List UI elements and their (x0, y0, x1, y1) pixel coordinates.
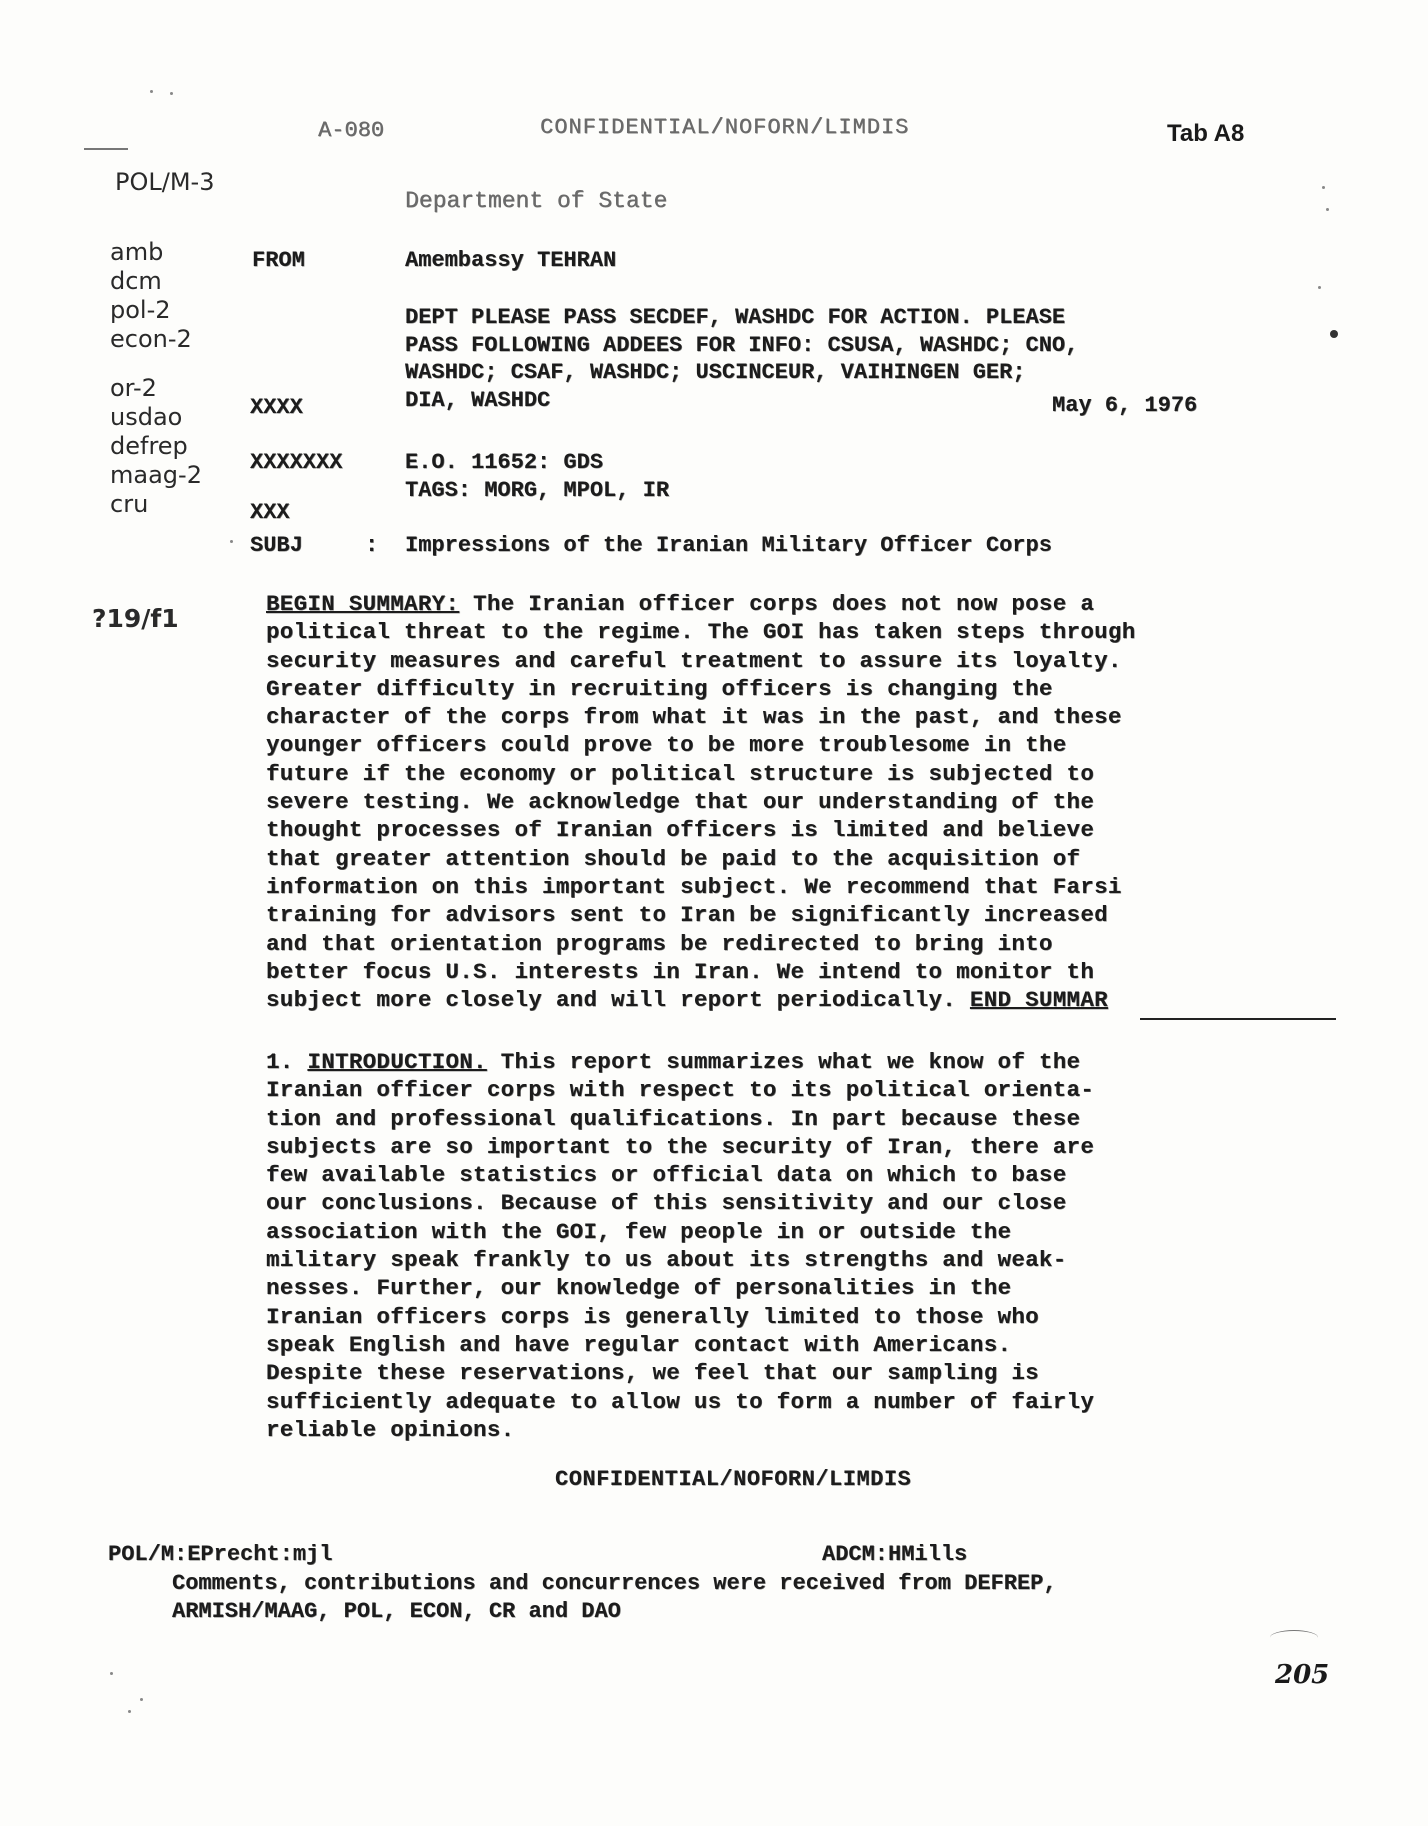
addressee: Department of State (405, 188, 668, 214)
subj-label: SUBJ (250, 533, 303, 558)
pass-line: DIA, WASHDC (405, 387, 551, 413)
summary-first-line (266, 590, 1336, 618)
scan-speck (140, 1698, 143, 1701)
intro-line: our conclusions. Because of this sensitivity and our close (266, 1190, 1067, 1217)
margin-note: ?19/f1 (92, 604, 179, 633)
classification-bottom: CONFIDENTIAL/NOFORN/LIMDIS (555, 1467, 912, 1492)
distribution-item: cru (110, 490, 149, 518)
distribution-item: pol-2 (110, 296, 171, 324)
xxxx-label: XXXX (250, 395, 303, 420)
comments-block (172, 1570, 1057, 1626)
xxx-label: XXX (250, 500, 290, 525)
intro-line: subjects are so important to the security of Iran, there are (266, 1133, 1095, 1160)
subj-colon: : (365, 533, 379, 558)
summary-line: thought processes of Iranian officers is limited and believe (266, 817, 1095, 844)
summary-line: training for advisors sent to Iran be significantly increased (266, 902, 1108, 929)
document-date: May 6, 1976 (1052, 393, 1198, 418)
intro-line: Despite these reservations, we feel that our sampling is (266, 1360, 1039, 1387)
intro-line: reliable opinions. (266, 1416, 515, 1443)
comments-line: Comments, contributions and concurrences were received from DEFREP, (172, 1571, 1057, 1596)
classification-top: CONFIDENTIAL/NOFORN/LIMDIS (540, 115, 910, 140)
pass-line: WASHDC; CSAF, WASHDC; USCINCEUR, VAIHINGEN GER; (405, 360, 1026, 385)
distribution-item: amb (110, 238, 164, 266)
scan-mark (84, 148, 128, 150)
summary-line: that greater attention should be paid to the acquisition of (266, 845, 1081, 872)
pass-line: PASS FOLLOWING ADDEES FOR INFO: CSUSA, WASHDC; CNO, (405, 332, 1079, 358)
page-number-mark (1270, 1630, 1318, 1645)
scan-speck (128, 1710, 131, 1713)
subject-line: Impressions of the Iranian Military Officer Corps (405, 533, 1052, 558)
intro-line: nesses. Further, our knowledge of personalities in the (266, 1275, 1012, 1302)
summary-paragraph (266, 590, 1336, 1014)
summary-line: severe testing. We acknowledge that our understanding of the (266, 789, 1095, 816)
intro-heading: INTRODUCTION. (307, 1049, 487, 1075)
distribution-item: maag-2 (110, 461, 202, 489)
summary-line: subject more closely and will report periodically. (266, 987, 957, 1014)
from-label: FROM (252, 248, 305, 273)
distribution-item: dcm (110, 267, 162, 295)
summary-line-start: The Iranian officer corps does not now pose a (459, 591, 1095, 617)
intro-line: tion and professional qualifications. In part because these (266, 1105, 1081, 1132)
intro-line: speak English and have regular contact with Americans. (266, 1331, 1012, 1358)
file-code: POL/M-3 (115, 168, 215, 196)
summary-line: security measures and careful treatment to assure its loyalty. (266, 647, 1122, 674)
intro-line: Iranian officers corps is generally limited to those who (266, 1303, 1039, 1330)
scan-speck (170, 92, 173, 95)
distribution-list (110, 238, 202, 519)
summary-line: character of the corps from what it was in the past, and these (266, 704, 1122, 731)
scan-speck (230, 540, 233, 543)
summary-line: political threat to the regime. The GOI has taken steps through (266, 619, 1136, 646)
tab-label: Tab A8 (1167, 120, 1245, 147)
distribution-item: defrep (110, 432, 188, 460)
approver-line: ADCM:HMills (822, 1542, 968, 1567)
intro-line: few available statistics or official data on which to base (266, 1162, 1067, 1189)
scan-speck (150, 90, 153, 93)
summary-line: future if the economy or political structure is subjected to (266, 760, 1095, 787)
intro-number: 1. (266, 1049, 294, 1075)
intro-line: military speak frankly to us about its strengths and weak- (266, 1247, 1067, 1274)
distribution-item: econ-2 (110, 325, 192, 353)
scan-speck (1330, 330, 1338, 338)
intro-first-line (266, 1048, 1336, 1076)
intro-line: sufficiently adequate to allow us to form a number of fairly (266, 1388, 1095, 1415)
end-summary-label: END SUMMAR (969, 987, 1108, 1014)
document-number: A-080 (318, 118, 385, 143)
intro-line: Iranian officer corps with respect to its political orienta- (266, 1077, 1095, 1104)
summary-line: and that orientation programs be redirected to bring into (266, 930, 1053, 957)
pass-line: DEPT PLEASE PASS SECDEF, WASHDC FOR ACTION. PLEASE (405, 305, 1066, 330)
pass-instructions (405, 304, 1078, 414)
scan-speck (1322, 186, 1325, 189)
summary-line: better focus U.S. interests in Iran. We intend to monitor th (266, 958, 1095, 985)
intro-line: association with the GOI, few people in or outside the (266, 1218, 1012, 1245)
end-summary-rule (1140, 1018, 1336, 1020)
distribution-item: or-2 (110, 374, 157, 402)
tags: TAGS: MORG, MPOL, IR (405, 478, 670, 503)
page-number: 205 (1275, 1660, 1330, 1690)
summary-line: information on this important subject. We recommend that Farsi (266, 873, 1122, 900)
scan-speck (1318, 286, 1321, 289)
intro-line-start: This report summarizes what we know of the (486, 1049, 1081, 1075)
executive-order: E.O. 11652: GDS (405, 450, 604, 475)
scan-speck (1326, 208, 1329, 211)
xxxxxxx-label: XXXXXXX (250, 450, 343, 475)
summary-line: Greater difficulty in recruiting officers is changing the (266, 675, 1053, 702)
comments-line: ARMISH/MAAG, POL, ECON, CR and DAO (172, 1599, 621, 1624)
summary-last-line (266, 986, 1336, 1014)
scan-speck (110, 1672, 113, 1675)
summary-label: BEGIN SUMMARY: (266, 591, 460, 617)
summary-line: younger officers could prove to be more troublesome in the (266, 732, 1067, 759)
drafter-line: POL/M:EPrecht:mjl (108, 1542, 333, 1567)
from-value: Amembassy TEHRAN (405, 248, 617, 273)
introduction-paragraph (266, 1048, 1336, 1444)
distribution-item: usdao (110, 403, 183, 431)
